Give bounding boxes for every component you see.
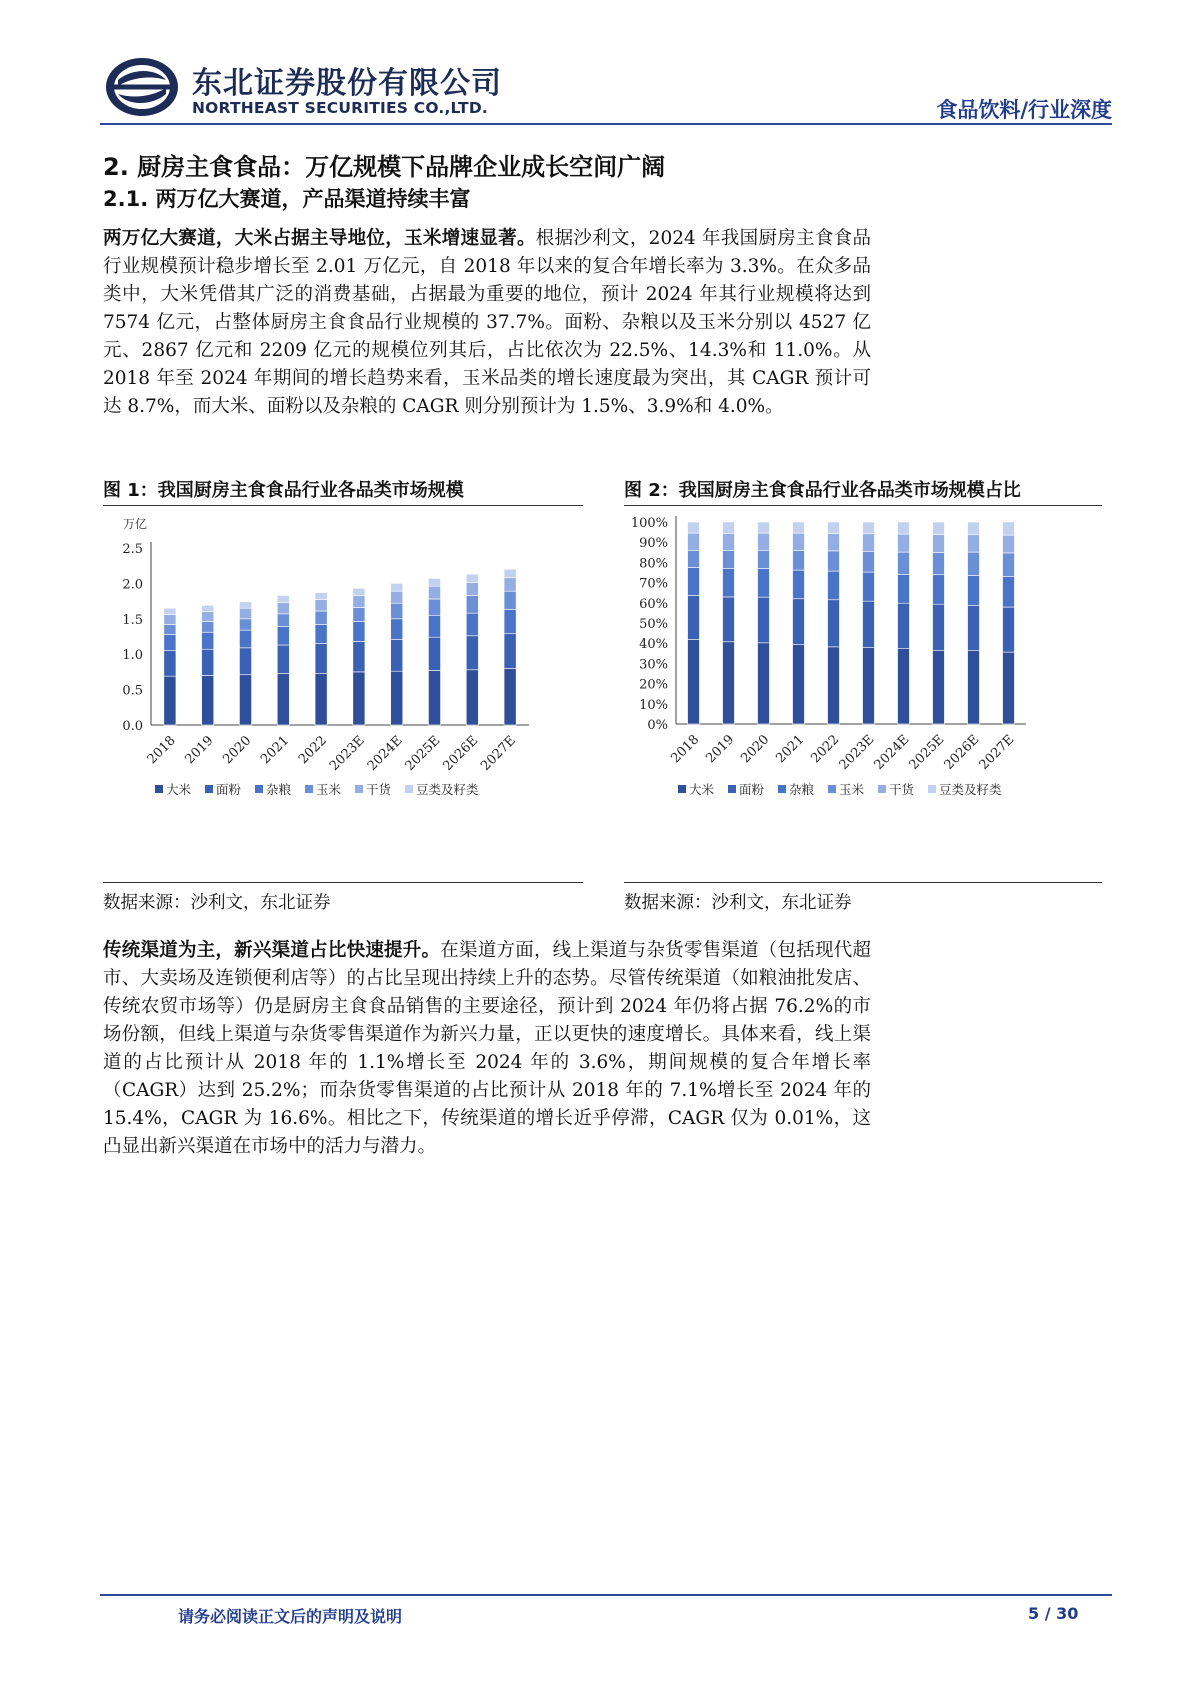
bar-segment-豆类及籽类 (391, 583, 403, 591)
bar-segment-大米 (828, 647, 840, 724)
x-tick-label: 2025E (906, 732, 948, 773)
bar-segment-杂粮 (723, 569, 735, 597)
bar-segment-大米 (353, 672, 365, 725)
bar-segment-面粉 (164, 651, 176, 676)
legend-swatch (928, 785, 936, 793)
paragraph-body: 在渠道方面，线上渠道与杂货零售渠道（包括现代超市、大卖场及连锁便利店等）的占比呈现出持续上升的态势。尽管传统渠道（如粮油批发店、传统农贸市场等）仍是厨房主食食品销售的主要途径，预计到 2024 年仍将占据 76.2%的市场份额，但线上渠道与杂货零售渠道作为新兴力量，正以更快的速度增长。具体来看，线上渠道的占比预计从 2018 年的 1.1%增长至 2024 年的 3.6%，期间规模的复合年增长率（CAGR）达到 25.2%；而杂货零售渠道的占比预计从 2018 年的 7.1%增长至 2024 年的 15.4%，CAGR 为 16.6%。相比之下，传统渠道的增长近乎停滞，CAGR 仅为 0.01%，这凸显出新兴渠道在市场中的活力与潜力。 (103, 940, 871, 1157)
y-tick-label: 1.5 (122, 612, 143, 628)
bar-segment-豆类及籽类 (1003, 522, 1015, 535)
bar-segment-干货 (277, 603, 289, 614)
bar-segment-面粉 (353, 641, 365, 671)
bar-segment-杂粮 (863, 572, 875, 601)
company-name-cn: 东北证券股份有限公司 (192, 66, 502, 101)
bar-segment-面粉 (688, 596, 700, 640)
bar-segment-干货 (898, 534, 910, 552)
bar-segment-大米 (723, 642, 735, 724)
legend-swatch (878, 785, 886, 793)
bar-segment-杂粮 (968, 576, 980, 606)
bar-segment-玉米 (315, 611, 327, 624)
legend-swatch (155, 785, 163, 793)
header-divider (100, 123, 1112, 125)
bar-segment-玉米 (968, 552, 980, 575)
y-tick-label: 0.0 (122, 719, 143, 734)
bar-segment-玉米 (688, 550, 700, 567)
bar-segment-杂粮 (466, 613, 478, 636)
paragraph-lead: 传统渠道为主，新兴渠道占比快速提升。 (103, 940, 441, 961)
bar-segment-干货 (315, 600, 327, 611)
legend-label: 干货 (889, 782, 915, 797)
bar-segment-干货 (863, 534, 875, 552)
y-tick-label: 0.5 (122, 683, 143, 699)
bar-segment-杂粮 (353, 622, 365, 642)
bar-segment-干货 (239, 608, 251, 619)
bar-segment-豆类及籽类 (863, 522, 875, 534)
bar-segment-豆类及籽类 (933, 522, 945, 535)
bar-segment-玉米 (1003, 553, 1015, 576)
bar-segment-豆类及籽类 (353, 588, 365, 595)
legend-swatch (305, 785, 313, 793)
bar-segment-干货 (353, 595, 365, 607)
bar-segment-豆类及籽类 (688, 522, 700, 533)
bar-segment-面粉 (277, 645, 289, 673)
legend-swatch (778, 785, 786, 793)
legend-swatch (728, 785, 736, 793)
bar-segment-杂粮 (933, 575, 945, 604)
bar-segment-大米 (1003, 652, 1015, 724)
bar-segment-豆类及籽类 (898, 522, 910, 534)
bar-segment-干货 (428, 586, 440, 599)
legend-swatch (828, 785, 836, 793)
legend-label: 大米 (166, 782, 192, 797)
x-tick-label: 2024E (871, 732, 913, 773)
bar-segment-面粉 (504, 634, 516, 669)
x-tick-label: 2018 (668, 732, 703, 767)
bar-segment-杂粮 (428, 615, 440, 637)
y-tick-label: 30% (639, 657, 668, 673)
bar-segment-干货 (933, 535, 945, 553)
bar-segment-豆类及籽类 (164, 608, 176, 614)
y-tick-label: 40% (639, 637, 668, 653)
bar-segment-干货 (466, 583, 478, 596)
bar-segment-面粉 (428, 637, 440, 670)
x-tick-label: 2018 (144, 733, 179, 768)
bar-segment-干货 (968, 535, 980, 552)
bar-segment-大米 (239, 675, 251, 725)
bar-segment-面粉 (466, 636, 478, 670)
bar-segment-玉米 (933, 553, 945, 575)
figure-2-source: 数据来源：沙利文，东北证券 (624, 882, 1102, 914)
y-unit-label: 万亿 (123, 517, 148, 531)
bar-segment-面粉 (1003, 607, 1015, 652)
y-tick-label: 0% (647, 718, 668, 733)
legend-swatch (355, 785, 363, 793)
bar-segment-面粉 (391, 639, 403, 671)
bar-segment-豆类及籽类 (428, 578, 440, 586)
bar-segment-大米 (968, 651, 980, 724)
bar-segment-面粉 (863, 601, 875, 647)
bar-segment-玉米 (239, 619, 251, 630)
figure-2-title: 图 2：我国厨房主食食品行业各品类市场规模占比 (624, 476, 1102, 506)
company-name-en: NORTHEAST SECURITIES CO.,LTD. (192, 99, 488, 117)
bar-segment-豆类及籽类 (828, 522, 840, 534)
stacked-bar-chart-size (103, 508, 583, 880)
bar-segment-面粉 (898, 603, 910, 648)
legend-swatch (405, 785, 413, 793)
bar-segment-玉米 (898, 552, 910, 574)
footer-notice: 请务必阅读正文后的声明及说明 (178, 1607, 403, 1626)
bar-segment-杂粮 (391, 619, 403, 640)
paragraph-channels (103, 937, 871, 1161)
bar-segment-面粉 (315, 644, 327, 674)
bar-segment-玉米 (863, 551, 875, 572)
x-tick-label: 2021 (258, 733, 293, 768)
bar-segment-干货 (758, 533, 770, 550)
bar-segment-玉米 (758, 550, 770, 568)
bar-segment-干货 (723, 533, 735, 550)
legend-label: 豆类及籽类 (939, 782, 1002, 797)
bar-segment-豆类及籽类 (315, 593, 327, 600)
bar-segment-大米 (688, 640, 700, 724)
bar-segment-豆类及籽类 (758, 522, 770, 533)
bar-segment-大米 (277, 673, 289, 725)
y-tick-label: 10% (639, 697, 668, 713)
y-tick-label: 2.5 (122, 542, 143, 557)
figure-1-source: 数据来源：沙利文，东北证券 (103, 882, 583, 914)
legend-swatch (255, 785, 263, 793)
bar-segment-豆类及籽类 (277, 595, 289, 602)
bar-segment-杂粮 (688, 567, 700, 595)
stacked-bar-chart-share (624, 508, 1102, 880)
legend-swatch (678, 785, 686, 793)
x-tick-label: 2019 (182, 733, 217, 768)
bar-segment-大米 (202, 675, 214, 725)
bar-segment-大米 (428, 670, 440, 725)
y-tick-label: 20% (639, 677, 668, 693)
bar-segment-面粉 (968, 606, 980, 651)
bar-segment-面粉 (933, 604, 945, 650)
figure-1-title: 图 1：我国厨房主食食品行业各品类市场规模 (103, 476, 583, 506)
bar-segment-杂粮 (315, 624, 327, 643)
y-tick-label: 1.0 (122, 648, 143, 664)
y-tick-label: 80% (639, 556, 668, 572)
figure-1-chart (103, 508, 583, 880)
bar-segment-玉米 (793, 550, 805, 570)
bar-segment-豆类及籽类 (202, 605, 214, 611)
bar-segment-豆类及籽类 (239, 602, 251, 608)
x-tick-label: 2024E (364, 733, 406, 774)
bar-segment-杂粮 (164, 634, 176, 650)
legend-label: 豆类及籽类 (416, 782, 479, 797)
x-tick-label: 2023E (836, 732, 878, 773)
bar-segment-大米 (315, 673, 327, 725)
bar-segment-干货 (391, 591, 403, 603)
bar-segment-豆类及籽类 (504, 569, 516, 577)
bar-segment-面粉 (758, 597, 770, 643)
legend-label: 面粉 (216, 782, 242, 797)
legend-label: 杂粮 (266, 782, 292, 797)
y-tick-label: 100% (630, 516, 668, 531)
bar-segment-杂粮 (1003, 576, 1015, 607)
bar-segment-杂粮 (898, 574, 910, 603)
bar-segment-干货 (828, 534, 840, 551)
bar-segment-玉米 (277, 614, 289, 627)
bar-segment-玉米 (504, 591, 516, 609)
bar-segment-大米 (863, 648, 875, 724)
y-tick-label: 2.0 (122, 577, 143, 593)
x-tick-label: 2020 (738, 732, 773, 767)
bar-segment-面粉 (828, 600, 840, 647)
x-tick-label: 2027E (478, 733, 519, 774)
bar-segment-玉米 (391, 603, 403, 619)
bar-segment-玉米 (353, 607, 365, 621)
x-tick-label: 2023E (327, 733, 368, 774)
y-tick-label: 70% (639, 576, 668, 592)
bar-segment-杂粮 (504, 610, 516, 634)
bar-segment-杂粮 (239, 630, 251, 648)
bar-segment-玉米 (723, 551, 735, 569)
bar-segment-玉米 (828, 551, 840, 571)
bar-segment-玉米 (202, 622, 214, 633)
x-tick-label: 2021 (773, 732, 808, 767)
bar-segment-杂粮 (202, 632, 214, 649)
bar-segment-干货 (504, 578, 516, 591)
bar-segment-豆类及籽类 (793, 522, 805, 533)
y-tick-label: 50% (639, 617, 668, 632)
legend-label: 面粉 (739, 782, 765, 797)
legend-label: 玉米 (316, 782, 342, 797)
bar-segment-干货 (793, 533, 805, 550)
page-number: 5 / 30 (1028, 1604, 1079, 1623)
section-heading: 2. 厨房主食食品：万亿规模下品牌企业成长空间广阔 (103, 153, 666, 181)
bar-segment-大米 (933, 650, 945, 724)
bar-segment-玉米 (164, 624, 176, 634)
figure-2-chart (624, 508, 1102, 880)
bar-segment-杂粮 (758, 568, 770, 597)
company-logo (104, 56, 180, 118)
x-tick-label: 2026E (941, 732, 983, 773)
bar-segment-豆类及籽类 (723, 522, 735, 533)
paragraph-lead: 两万亿大赛道，大米占据主导地位，玉米增速显著。 (103, 228, 536, 249)
bar-segment-大米 (758, 643, 770, 724)
paragraph-body: 根据沙利文，2024 年我国厨房主食食品行业规模预计稳步增长至 2.01 万亿元，自 2018 年以来的复合年增长率为 3.3%。在众多品类中，大米凭借其广泛的消费基础，占据最为重要的地位，预计 2024 年其行业规模将达到 7574 亿元，占整体厨房主食食品行业规模的 37.7%。面粉、杂粮以及玉米分别以 4527 亿元、2867 亿元和 2209 亿元的规模位列其后，占比依次为 22.5%、14.3%和 11.0%。从 2018 年至 2024 年期间的增长趋势来看，玉米品类的增长速度最为突出，其 CAGR 预计可达 8.7%，而大米、面粉以及杂粮的 CAGR 则分别预计为 1.5%、3.9%和 4.0%。 (103, 228, 871, 417)
bar-segment-杂粮 (793, 570, 805, 599)
bar-segment-玉米 (466, 595, 478, 613)
footer-divider (100, 1594, 1112, 1596)
x-tick-label: 2022 (808, 732, 843, 767)
bar-segment-豆类及籽类 (466, 574, 478, 582)
y-tick-label: 90% (639, 536, 668, 552)
x-tick-label: 2022 (295, 733, 330, 768)
bar-segment-面粉 (239, 648, 251, 675)
x-tick-label: 2025E (402, 733, 444, 774)
bar-segment-大米 (793, 645, 805, 724)
bar-segment-杂粮 (828, 571, 840, 600)
industry-tag: 食品饮料/行业深度 (936, 98, 1112, 122)
bar-segment-大米 (466, 670, 478, 725)
bar-segment-玉米 (428, 599, 440, 615)
bar-segment-干货 (688, 533, 700, 550)
bar-segment-面粉 (202, 649, 214, 675)
x-tick-label: 2027E (976, 732, 1018, 773)
legend-label: 玉米 (839, 782, 865, 797)
x-tick-label: 2020 (220, 733, 255, 768)
bar-segment-大米 (504, 668, 516, 725)
logo-icon (104, 56, 180, 118)
paragraph-market-size (103, 225, 871, 421)
legend-label: 杂粮 (789, 782, 815, 797)
bar-segment-干货 (164, 615, 176, 625)
legend-label: 干货 (366, 782, 392, 797)
subsection-heading: 2.1. 两万亿大赛道，产品渠道持续丰富 (103, 187, 471, 211)
bar-segment-干货 (1003, 535, 1015, 553)
bar-segment-大米 (391, 671, 403, 725)
y-tick-label: 60% (639, 596, 668, 612)
x-tick-label: 2026E (440, 733, 482, 774)
legend-swatch (205, 785, 213, 793)
bar-segment-干货 (202, 612, 214, 622)
bar-segment-杂粮 (277, 627, 289, 645)
bar-segment-面粉 (793, 599, 805, 645)
bar-segment-大米 (898, 649, 910, 724)
bar-segment-大米 (164, 676, 176, 725)
bar-segment-面粉 (723, 597, 735, 642)
legend-label: 大米 (689, 782, 715, 797)
x-tick-label: 2019 (703, 732, 738, 767)
bar-segment-豆类及籽类 (968, 522, 980, 535)
